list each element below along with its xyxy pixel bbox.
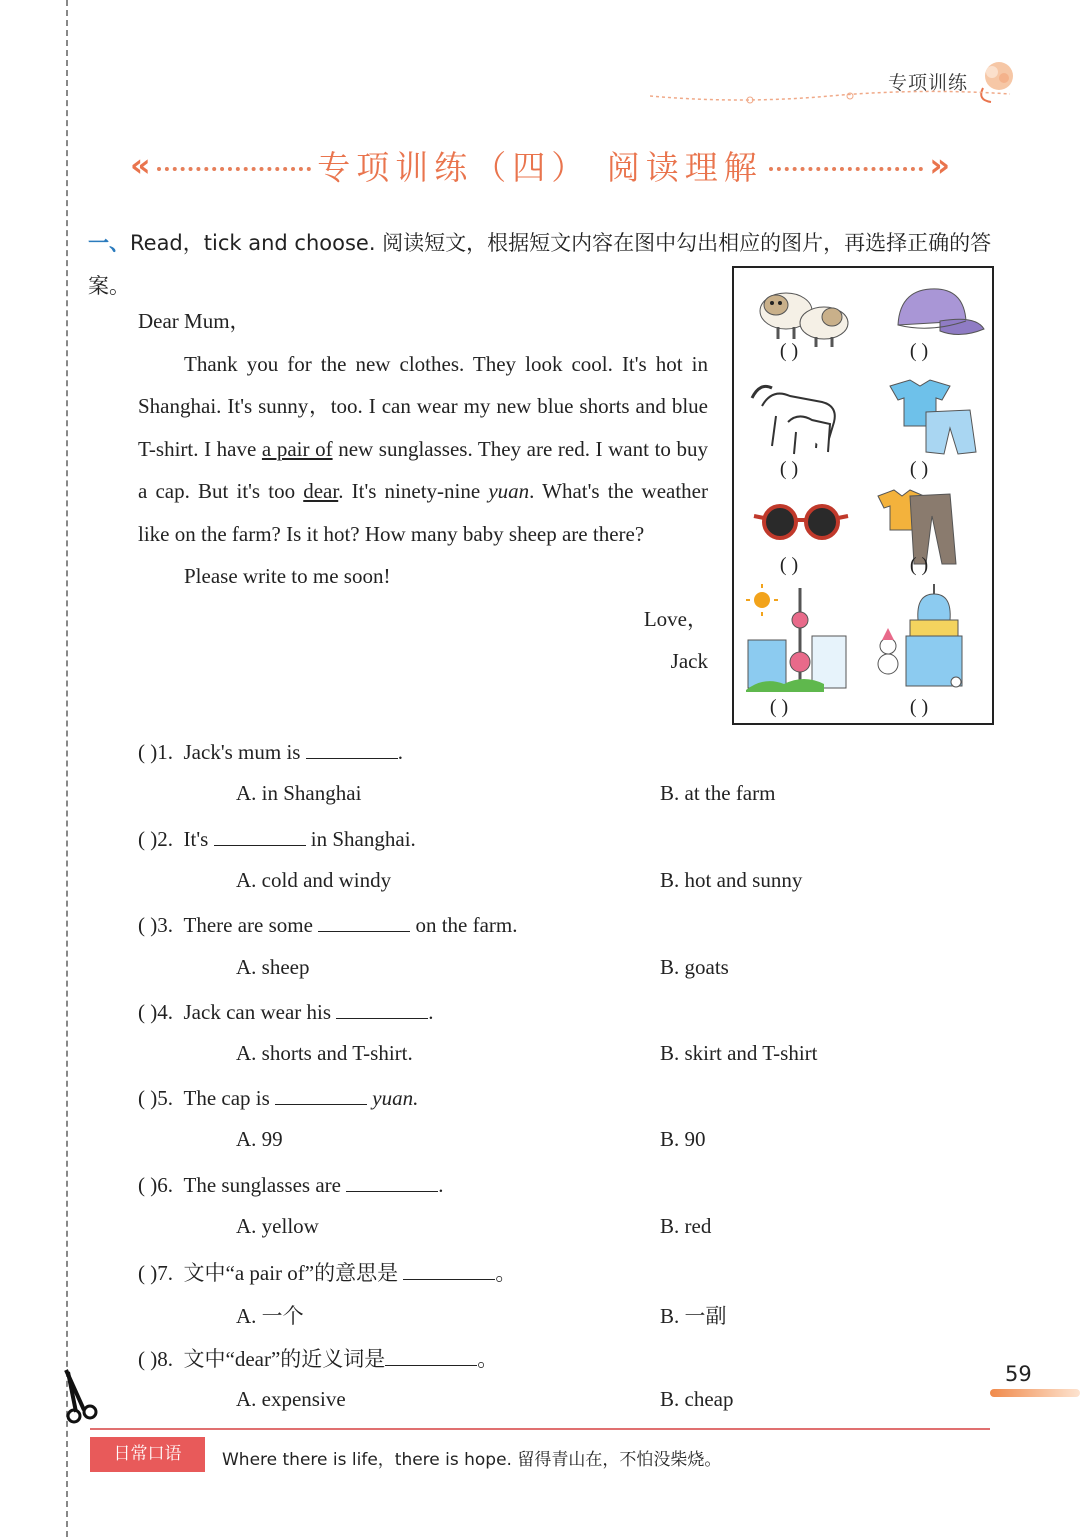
- letter-text: [138, 300, 708, 683]
- tick-paren[interactable]: ( ): [779, 340, 799, 362]
- instruction-number: 一、: [88, 231, 130, 255]
- answer-paren[interactable]: ( ): [138, 913, 158, 937]
- scissors-icon: [58, 1368, 104, 1424]
- answer-paren[interactable]: ( ): [138, 1086, 158, 1110]
- footer-proverb: Where there is life，there is hope. 留得青山在，不怕没柴烧。: [222, 1450, 722, 1470]
- option-b[interactable]: B. 一副: [660, 1304, 727, 1328]
- decorative-vine: [650, 86, 1020, 108]
- goats-image: [742, 372, 852, 460]
- blue-tshirt-shorts-image: [880, 372, 990, 460]
- cut-line: [66, 0, 68, 1537]
- letter-signature: Jack: [670, 649, 708, 673]
- tick-paren[interactable]: ( ): [909, 458, 929, 480]
- double-chevron-right-icon: »: [929, 146, 950, 184]
- option-a[interactable]: A. yellow: [236, 1214, 319, 1238]
- option-b[interactable]: B. hot and sunny: [660, 868, 803, 892]
- tick-paren[interactable]: ( ): [909, 340, 929, 362]
- letter-closing-request: Please write to me soon!: [184, 564, 391, 588]
- answer-blank[interactable]: [306, 738, 398, 759]
- question-5: ( )5. The cap is yuan.: [138, 1086, 419, 1110]
- question-8: ( )8. 文中“dear”的近义词是 。: [138, 1347, 499, 1371]
- double-chevron-left-icon: «: [130, 146, 151, 184]
- section-label: 专项训练: [887, 72, 968, 94]
- option-b[interactable]: B. cheap: [660, 1387, 734, 1411]
- answer-blank[interactable]: [346, 1171, 438, 1192]
- option-b[interactable]: B. goats: [660, 955, 729, 979]
- question-4: ( )4. Jack can wear his .: [138, 1000, 434, 1024]
- answer-paren[interactable]: ( ): [138, 1000, 158, 1024]
- footer-badge: 日常口语: [90, 1437, 205, 1472]
- answer-paren[interactable]: ( ): [138, 1173, 158, 1197]
- title-dots-right: [769, 167, 924, 171]
- answer-paren[interactable]: ( ): [138, 1261, 158, 1285]
- option-a[interactable]: A. sheep: [236, 955, 310, 979]
- option-a[interactable]: A. 99: [236, 1127, 283, 1151]
- letter-greeting: Dear Mum，: [138, 309, 251, 333]
- question-3: ( )3. There are some on the farm.: [138, 913, 518, 937]
- title-dots-left: [157, 167, 312, 171]
- question-2: ( )2. It's in Shanghai.: [138, 827, 416, 851]
- underlined-phrase: a pair of: [261, 436, 333, 461]
- option-b[interactable]: B. skirt and T-shirt: [660, 1041, 818, 1065]
- letter-closing: Love，: [643, 606, 708, 631]
- option-a[interactable]: A. in Shanghai: [236, 781, 362, 805]
- question-1: ( )1. Jack's mum is .: [138, 740, 403, 764]
- page-title: 专项训练（四） 阅读理解: [317, 147, 763, 187]
- tick-paren[interactable]: ( ): [909, 554, 929, 576]
- answer-paren[interactable]: ( ): [138, 740, 158, 764]
- underlined-word: dear: [303, 479, 339, 503]
- option-a[interactable]: A. 一个: [236, 1304, 304, 1328]
- answer-paren[interactable]: ( ): [138, 827, 158, 851]
- option-a[interactable]: A. expensive: [236, 1387, 346, 1411]
- answer-paren[interactable]: ( ): [138, 1347, 158, 1371]
- option-a[interactable]: A. cold and windy: [236, 868, 392, 892]
- tick-paren[interactable]: ( ): [909, 696, 929, 718]
- footer-divider: [90, 1428, 990, 1430]
- picture-box: [732, 266, 994, 725]
- option-b[interactable]: B. red: [660, 1214, 712, 1238]
- answer-blank[interactable]: [318, 911, 410, 932]
- snowy-church-image: [872, 580, 982, 698]
- tick-paren[interactable]: ( ): [769, 696, 789, 718]
- option-a[interactable]: A. shorts and T-shirt.: [236, 1041, 413, 1065]
- answer-blank[interactable]: [385, 1345, 477, 1366]
- tick-paren[interactable]: ( ): [779, 458, 799, 480]
- page-number-bar: [990, 1389, 1080, 1397]
- option-b[interactable]: B. 90: [660, 1127, 706, 1151]
- answer-blank[interactable]: [336, 998, 428, 1019]
- answer-blank[interactable]: [275, 1084, 367, 1105]
- page-title-row: [130, 140, 950, 190]
- option-b[interactable]: B. at the farm: [660, 781, 776, 805]
- question-6: ( )6. The sunglasses are .: [138, 1173, 444, 1197]
- page-number: 59: [1005, 1362, 1032, 1386]
- tick-paren[interactable]: ( ): [779, 554, 799, 576]
- question-7: ( )7. 文中“a pair of”的意思是 。: [138, 1261, 517, 1285]
- answer-blank[interactable]: [214, 825, 306, 846]
- letter-paragraph: Thank you for the new clothes. They look cool. It's hot in Shanghai. It's sunny，too. I can wear my new blue shorts and blue T-shirt. I have a pair of new sunglasses. They are red. I want to buy a cap. But it's too dear. It's ninety-nine yuan. What's the weather like on the farm? Is it hot? How many baby sheep are there?: [138, 351, 709, 546]
- sunny-shanghai-image: [744, 580, 854, 698]
- instruction-text: Read，tick and choose. 阅读短文，根据短文内容在图中勾出相应的图片，再选择正确的答案。: [88, 231, 992, 298]
- answer-blank[interactable]: [403, 1259, 495, 1280]
